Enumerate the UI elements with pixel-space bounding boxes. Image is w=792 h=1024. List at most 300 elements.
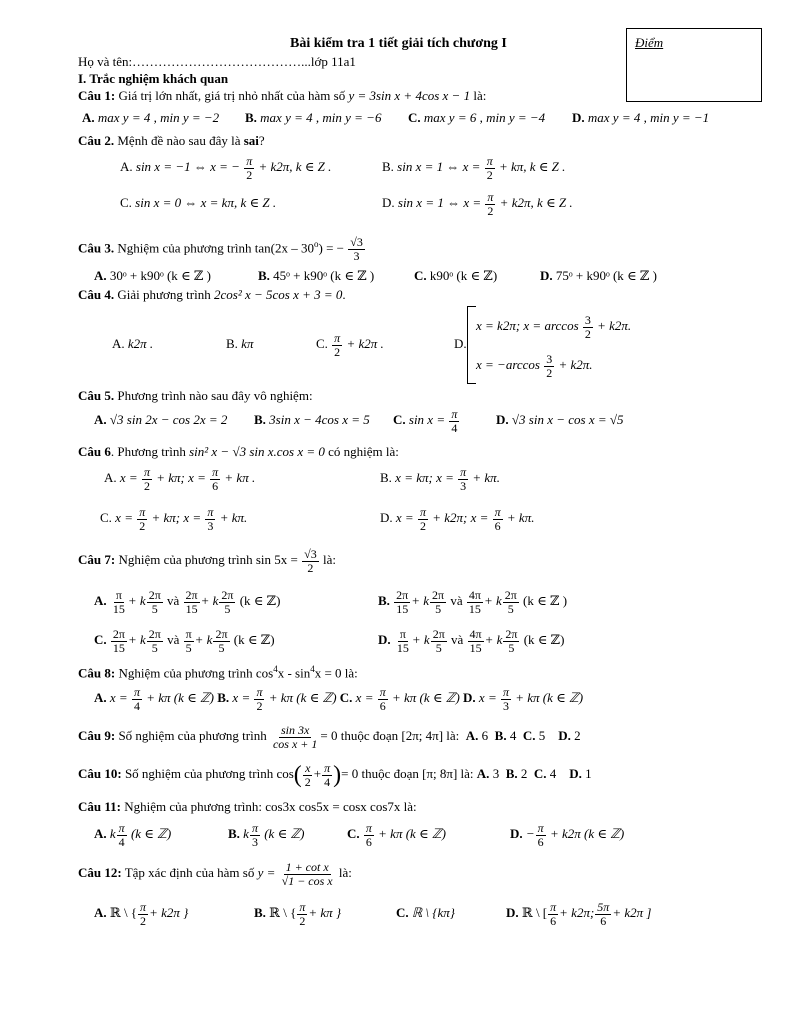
option-key: C.	[522, 728, 536, 743]
question-4	[78, 287, 346, 303]
denominator: 4	[133, 698, 140, 713]
q8-options	[94, 683, 583, 713]
name-line: Họ và tên:…………………………………...lớp 11a1	[78, 54, 356, 69]
denominator: 2	[299, 913, 306, 928]
fraction	[378, 686, 388, 713]
option-key: A.	[94, 268, 107, 283]
question-12	[78, 856, 352, 890]
part: + kπ.	[506, 510, 535, 525]
q4-option-d-line2	[476, 350, 593, 380]
question-tail: thuộc đoạn [2π; 4π] là:	[340, 728, 460, 743]
q1-option-a	[82, 110, 219, 126]
paren-close: )	[333, 762, 342, 789]
question-7	[78, 542, 336, 578]
denominator: 15	[396, 640, 409, 655]
question-mid: ) = −	[318, 240, 344, 256]
question-label: Câu 1:	[78, 88, 116, 103]
q6-option-d	[380, 503, 534, 533]
q12-option-d	[506, 898, 651, 928]
page-title: Bài kiểm tra 1 tiết giải tích chương I	[290, 36, 507, 51]
question-text: Số nghiệm của phương trình	[124, 766, 274, 781]
numerator: 2π	[112, 626, 125, 641]
numerator: 2π	[432, 626, 445, 641]
numerator: π	[487, 189, 494, 204]
q4-option-b	[226, 336, 253, 352]
option-text: max y = 4 , min y = −1	[587, 110, 710, 125]
question-text: Giá trị lớn nhất, giá trị nhỏ nhất của hàm số	[118, 88, 346, 103]
y: y =	[257, 865, 276, 880]
option-text: 2	[574, 728, 581, 743]
question-3	[78, 226, 366, 266]
numerator: π	[399, 626, 406, 641]
score-label: Điểm	[635, 35, 664, 50]
option-key: B.	[258, 268, 270, 283]
question-tail: là:	[338, 865, 352, 880]
fraction	[364, 822, 374, 849]
option-right: + k2π, k ∈ Z .	[258, 159, 332, 174]
option-key: B.	[228, 826, 240, 841]
denominator: 5	[435, 640, 442, 655]
fraction	[184, 628, 194, 655]
equation: sin² x − √3 sin x.cos x = 0	[189, 444, 325, 459]
fraction	[467, 589, 483, 616]
question-text: Giải phương trình	[117, 287, 211, 302]
option-key: B.	[382, 159, 394, 174]
question-tail: ?	[258, 133, 265, 148]
question-text: Số nghiệm của phương trình	[118, 728, 267, 743]
numerator: 2π	[504, 587, 517, 602]
fraction	[297, 901, 307, 928]
option-key: B.	[380, 470, 392, 485]
fraction	[205, 506, 215, 533]
paren-open: (	[293, 762, 302, 789]
numerator: π	[212, 464, 219, 479]
option-left: x =	[232, 690, 251, 705]
denominator: 5	[435, 601, 442, 616]
option-right: + kπ (k ∈ ℤ)	[378, 826, 446, 841]
option-text: ℝ \ {kπ}	[411, 905, 455, 920]
q3-option-d	[540, 268, 657, 284]
fraction	[303, 762, 313, 789]
question-tail: x = 0 là:	[314, 665, 358, 681]
option-key: D.	[378, 632, 391, 647]
part: x =	[395, 510, 414, 525]
fraction	[271, 724, 319, 751]
q4-option-c	[316, 329, 384, 359]
numerator: π	[251, 820, 258, 835]
option-right: + k2π.	[558, 357, 593, 372]
fraction	[132, 686, 142, 713]
q4-option-d-key: D.	[454, 336, 467, 351]
option-key: A.	[465, 728, 479, 743]
part: + k	[484, 632, 503, 647]
option-pre: ℝ \ [	[521, 905, 548, 920]
denominator: 15	[469, 640, 482, 655]
option-key: A.	[120, 159, 133, 174]
denominator: 2	[419, 518, 426, 533]
q7-option-c	[94, 625, 275, 655]
question-label: Câu 7:	[78, 552, 116, 567]
option-text: sin x = 0 ⇔ x = kπ, k ∈ Z .	[135, 195, 277, 210]
fraction	[503, 589, 519, 616]
fraction	[147, 589, 163, 616]
score-box	[626, 28, 762, 102]
option-right: + k2π .	[346, 336, 384, 351]
numerator: π	[537, 820, 544, 835]
equation: = 0	[320, 728, 338, 743]
denominator: 15	[112, 601, 125, 616]
part: x =	[119, 470, 138, 485]
q4-option-a	[112, 336, 153, 352]
fraction	[254, 686, 264, 713]
option-key: A.	[94, 412, 107, 427]
question-text: Mệnh đề nào sau đây là	[117, 133, 241, 148]
option-left: sin x = −1 ⇔ x = −	[135, 159, 240, 174]
question-label: Câu 6	[78, 444, 111, 459]
denominator: 2	[256, 698, 263, 713]
option-right: + k2π ]	[612, 905, 652, 920]
q4-option-d-line1	[476, 311, 631, 341]
option-right: + kπ (k ∈ ℤ)	[391, 690, 460, 705]
numerator: π	[139, 504, 146, 519]
fraction	[418, 506, 428, 533]
option-right: (k ∈ ℤ)	[130, 826, 172, 841]
q12-option-a	[94, 898, 188, 928]
option-text: 5	[538, 728, 546, 743]
q12-option-b	[254, 898, 341, 928]
denominator: 2	[487, 203, 494, 218]
function: y = 3sin x + 4cos x − 1	[348, 88, 471, 103]
option-text: 1	[585, 766, 592, 781]
question-tail: là:	[322, 552, 336, 567]
option-left: x =	[478, 690, 497, 705]
denominator: 15	[112, 640, 125, 655]
denominator: 4	[451, 420, 458, 435]
va: và	[451, 632, 464, 647]
fraction	[493, 506, 503, 533]
numerator: π	[133, 684, 140, 699]
option-text: 6	[481, 728, 489, 743]
numerator: 2π	[505, 626, 518, 641]
fraction	[348, 236, 365, 263]
question-6	[78, 444, 399, 460]
fraction	[485, 155, 495, 182]
question-tail: thuộc đoạn [π; 8π] là:	[361, 766, 474, 781]
condition: (k ∈ ℤ)	[523, 632, 565, 647]
numerator: √3	[304, 546, 317, 561]
option-right: + kπ }	[308, 905, 342, 920]
numerator: π	[143, 464, 150, 479]
question-8	[78, 661, 358, 681]
numerator: π	[486, 153, 493, 168]
q2-option-d	[382, 188, 573, 218]
option-text: 75ᵒ + k90ᵒ (k ∈ ℤ )	[555, 268, 657, 283]
option-text: 3	[492, 766, 500, 781]
denominator: 3	[251, 834, 258, 849]
q5-option-c	[393, 405, 460, 435]
fraction	[111, 628, 127, 655]
numerator: π	[140, 899, 147, 914]
denominator: 3	[207, 518, 214, 533]
option-right: + kπ (k ∈ ℤ)	[515, 690, 584, 705]
denominator: 6	[212, 478, 219, 493]
numerator: 2π	[396, 587, 409, 602]
question-9	[78, 721, 581, 751]
option-left: sin x =	[408, 412, 446, 427]
q6-option-c	[100, 503, 247, 533]
fraction	[503, 628, 519, 655]
part: + k	[194, 632, 213, 647]
option-key: A.	[94, 690, 107, 705]
q7-option-d	[378, 625, 564, 655]
question-label: Câu 9:	[78, 728, 116, 743]
option-pre: ℝ \ {	[269, 905, 297, 920]
part: + kπ; x =	[156, 470, 206, 485]
denominator: 2	[143, 478, 150, 493]
q11-option-d	[510, 819, 624, 849]
cos: cos	[276, 766, 294, 781]
denominator: 2	[307, 560, 314, 575]
q6-option-a	[104, 463, 255, 493]
numerator: π	[256, 684, 263, 699]
question-tail: có nghiệm là:	[328, 444, 399, 459]
numerator: π	[419, 504, 426, 519]
fraction	[302, 548, 319, 575]
numerator: π	[207, 504, 214, 519]
option-key: A.	[112, 336, 125, 351]
numerator: 2π	[148, 626, 161, 641]
part: x =	[115, 510, 133, 525]
condition: (k ∈ ℤ)	[239, 593, 281, 608]
dot: .	[342, 287, 346, 302]
q3-option-a	[94, 268, 211, 284]
option-key: C.	[316, 336, 328, 351]
fraction	[485, 191, 495, 218]
option-pre: −	[525, 826, 535, 841]
fraction	[548, 901, 558, 928]
fraction	[213, 628, 229, 655]
option-pre: ℝ \ {	[109, 905, 138, 920]
option-key: D.	[463, 690, 476, 705]
question-11	[78, 799, 417, 815]
numerator: 4π	[469, 626, 482, 641]
denominator: 15	[396, 601, 409, 616]
numerator: 2π	[148, 587, 161, 602]
option-key: A.	[94, 593, 107, 608]
question-label: Câu 10:	[78, 766, 122, 781]
question-10	[78, 759, 592, 789]
fraction	[117, 822, 127, 849]
option-text: 2	[520, 766, 528, 781]
option-key: D.	[569, 766, 582, 781]
option-text: 4	[509, 728, 517, 743]
part: + kπ; x =	[151, 510, 202, 525]
numerator: π	[451, 406, 458, 421]
fraction	[280, 861, 335, 888]
option-key: B.	[494, 728, 507, 743]
condition: (k ∈ ℤ)	[233, 632, 275, 647]
q5-option-b	[254, 412, 370, 428]
option-key: C.	[347, 826, 360, 841]
denominator: 5	[508, 640, 515, 655]
question-label: Câu 2.	[78, 133, 115, 148]
option-key: D.	[506, 905, 519, 920]
option-mid: + k2π;	[559, 905, 595, 920]
denominator: 15	[468, 601, 481, 616]
option-text: 30ᵒ + k90ᵒ (k ∈ ℤ )	[109, 268, 211, 283]
fraction	[394, 589, 410, 616]
denominator: 5	[151, 601, 158, 616]
option-pre: k	[243, 826, 249, 841]
denominator: 2	[546, 365, 553, 380]
option-text: 3sin x − 4cos x = 5	[269, 412, 370, 427]
numerator: sin 3x	[280, 722, 310, 737]
part: + k	[200, 593, 219, 608]
plus: +	[313, 766, 322, 781]
denominator: 2	[486, 167, 493, 182]
q11-option-c	[347, 819, 446, 849]
equation: = 0	[341, 766, 359, 781]
part: + k	[127, 632, 146, 647]
q7-option-a	[94, 586, 280, 616]
question-5	[78, 388, 313, 404]
part: + k	[411, 632, 430, 647]
power: 4	[310, 664, 315, 674]
numerator: π	[460, 464, 467, 479]
fraction	[536, 822, 546, 849]
fraction	[449, 408, 459, 435]
question-label: Câu 12:	[78, 865, 122, 880]
fraction	[111, 589, 127, 616]
question-2	[78, 133, 265, 149]
fraction	[544, 353, 554, 380]
q1-option-b	[245, 110, 381, 126]
numerator: π	[185, 626, 192, 641]
question-tail: là:	[473, 88, 487, 103]
question-text: Nghiệm của phương trình: cos3x cos5x = cosx cos7x là:	[124, 799, 417, 814]
numerator: π	[494, 504, 501, 519]
fraction	[184, 589, 200, 616]
numerator: 3	[546, 351, 553, 366]
question-text: . Phương trình	[110, 444, 186, 459]
option-right: + k2π, k ∈ Z .	[499, 195, 573, 210]
option-key: A.	[94, 826, 107, 841]
question-text: Nghiệm của phương trình cos	[118, 665, 274, 681]
option-right: + kπ (k ∈ ℤ)	[146, 690, 214, 705]
numerator: 1 + cot x	[285, 859, 329, 874]
option-right: + kπ (k ∈ ℤ)	[268, 690, 337, 705]
option-key: B.	[226, 336, 238, 351]
denominator: 6	[379, 698, 386, 713]
option-key: D.	[510, 826, 523, 841]
option-right: + k2π }	[149, 905, 189, 920]
option-text: k90ᵒ (k ∈ ℤ)	[429, 268, 498, 283]
denominator: 4	[118, 834, 125, 849]
denominator: 3	[502, 698, 509, 713]
numerator: π	[115, 587, 122, 602]
fraction	[458, 466, 468, 493]
denominator: 5	[151, 640, 158, 655]
fraction	[332, 332, 342, 359]
denominator: 6	[537, 834, 544, 849]
part: + k2π; x =	[432, 510, 489, 525]
denominator: 5	[507, 601, 514, 616]
question-label: Câu 11:	[78, 799, 121, 814]
option-key: B.	[245, 110, 257, 125]
option-text: √3 sin 2x − cos 2x = 2	[109, 412, 228, 427]
denominator: 5	[218, 640, 225, 655]
q1-option-c	[408, 110, 545, 126]
option-key: D.	[540, 268, 553, 283]
option-key: D.	[496, 412, 509, 427]
option-left: sin x = 1 ⇔ x =	[397, 195, 482, 210]
denominator: 6	[600, 913, 607, 928]
option-key: B.	[254, 905, 266, 920]
numerator: π	[118, 820, 125, 835]
numerator: 2π	[221, 587, 234, 602]
option-text: √3 sin x − cos x = √5	[511, 412, 624, 427]
denominator: 5	[185, 640, 192, 655]
option-text: max y = 4 , min y = −2	[97, 110, 220, 125]
fraction	[137, 506, 147, 533]
q5-option-a	[94, 412, 227, 428]
question-1	[78, 88, 486, 104]
fraction	[395, 628, 411, 655]
denominator: 2	[139, 518, 146, 533]
fraction	[595, 901, 611, 928]
option-left: x =	[355, 690, 374, 705]
degree: o	[313, 239, 319, 249]
question-text: Nghiệm của phương trình	[118, 552, 253, 567]
numerator: 2π	[185, 587, 198, 602]
condition: (k ∈ ℤ )	[523, 593, 568, 608]
denominator: 2	[140, 913, 147, 928]
option-key: C.	[100, 510, 112, 525]
numerator: 3	[584, 312, 591, 327]
denominator: 6	[550, 913, 557, 928]
q11-option-a	[94, 819, 171, 849]
denominator: 2	[246, 167, 253, 182]
option-key: C.	[414, 268, 427, 283]
denominator: cos x + 1	[272, 736, 318, 751]
option-key: C.	[408, 110, 421, 125]
emphasis: sai	[243, 133, 259, 148]
option-text: 4	[549, 766, 557, 781]
denominator: 2	[334, 344, 341, 359]
numerator: 5π	[597, 899, 610, 914]
q2-option-a	[120, 152, 331, 182]
section-heading: I. Trắc nghiệm khách quan	[78, 71, 229, 86]
denominator: 15	[185, 601, 198, 616]
denominator: 5	[224, 601, 231, 616]
q6-option-b	[380, 463, 500, 493]
option-key: B.	[217, 690, 230, 705]
option-right: (k ∈ ℤ)	[264, 826, 305, 841]
q5-option-d	[496, 412, 624, 428]
fraction	[138, 901, 148, 928]
option-text: k2π .	[127, 336, 154, 351]
fraction	[250, 822, 260, 849]
part: + k	[483, 593, 502, 608]
denominator: √1 − cos x	[281, 873, 333, 888]
denominator: 6	[494, 518, 501, 533]
question-label: Câu 4.	[78, 287, 115, 302]
q1-option-d	[572, 110, 709, 126]
part: + k	[127, 593, 146, 608]
fraction	[430, 589, 446, 616]
fraction	[322, 762, 332, 789]
part: x = kπ; x =	[395, 470, 454, 485]
